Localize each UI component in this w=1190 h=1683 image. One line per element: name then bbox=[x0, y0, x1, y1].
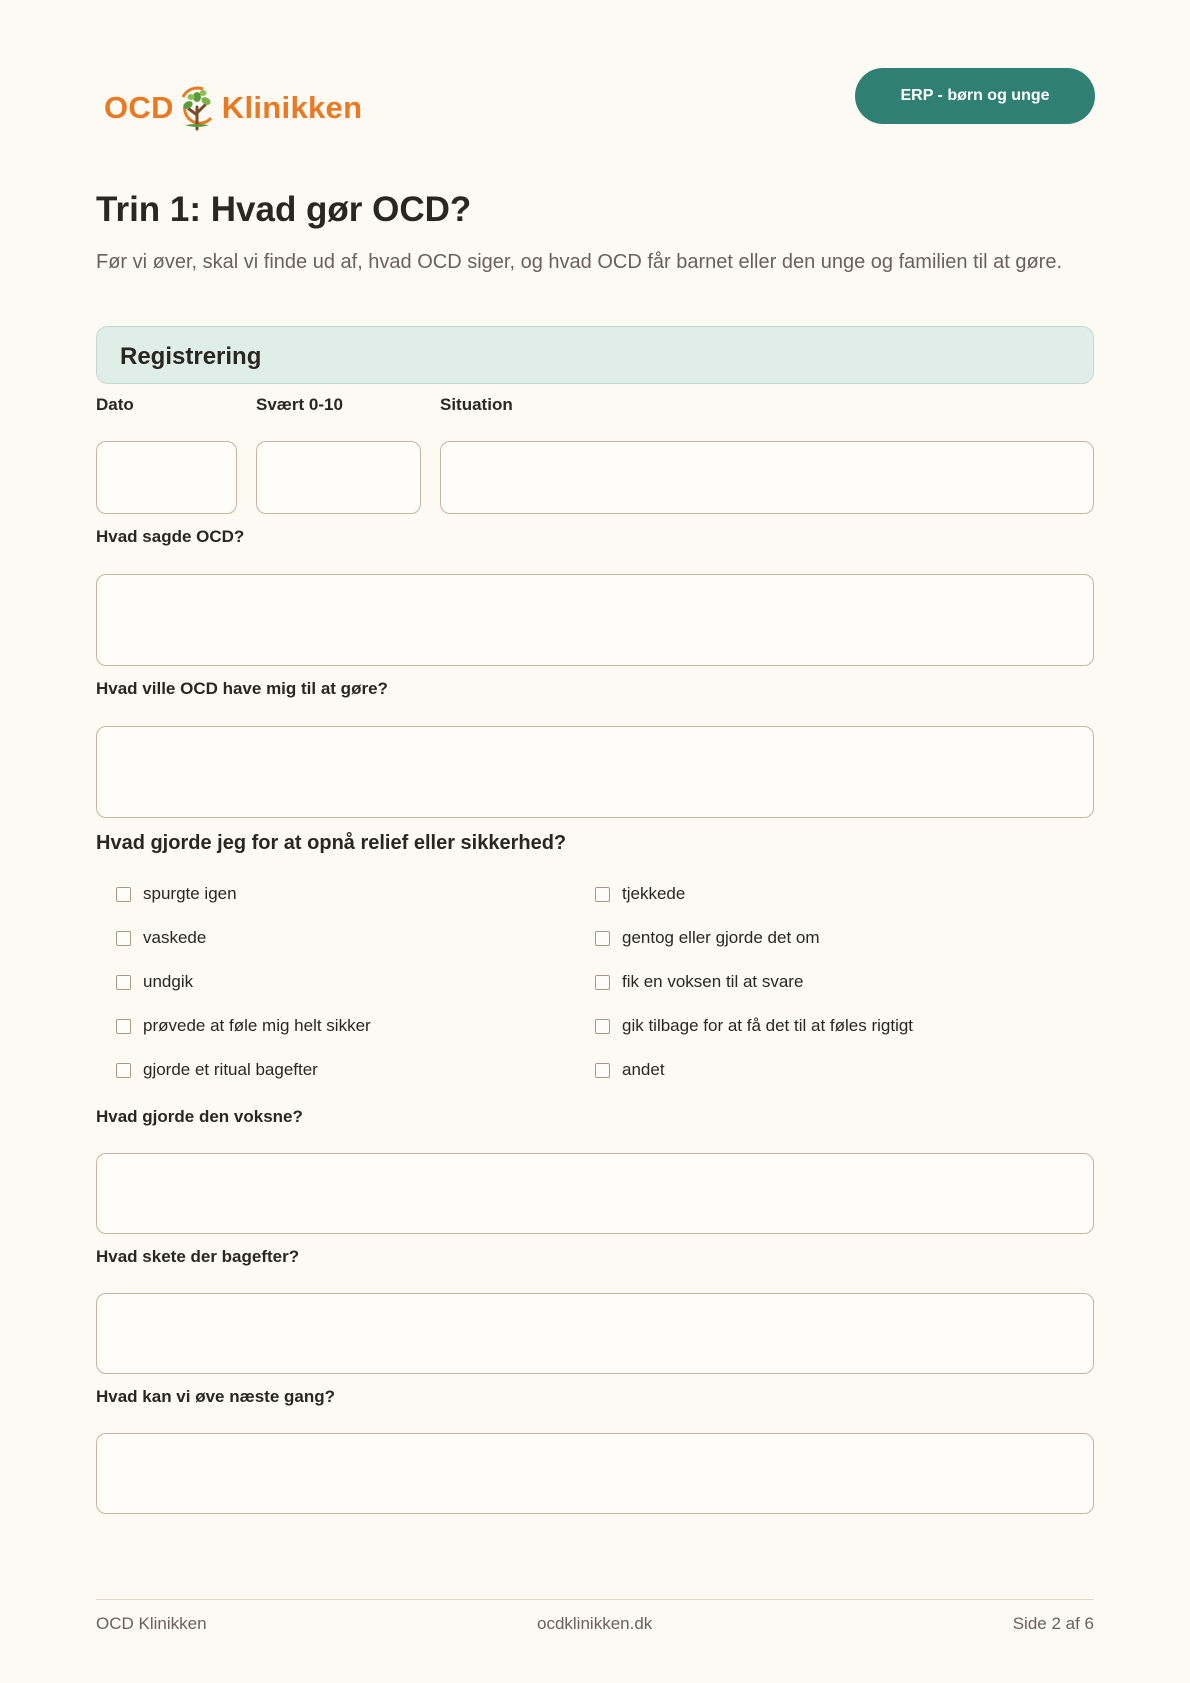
footer-center: ocdklinikken.dk bbox=[537, 1614, 653, 1633]
ocd-said-label: Hvad sagde OCD? bbox=[96, 527, 245, 546]
after-field[interactable] bbox=[96, 1293, 1094, 1374]
checklist-label: andet bbox=[622, 1060, 665, 1079]
checkbox[interactable] bbox=[116, 1019, 131, 1034]
checklist-label: undgik bbox=[143, 972, 194, 991]
adult-field[interactable] bbox=[96, 1153, 1094, 1234]
checklist-label: fik en voksen til at svare bbox=[622, 972, 804, 991]
ocd-klinikken-logo bbox=[104, 80, 362, 136]
ocd-said-field[interactable] bbox=[96, 574, 1094, 666]
checklist-item[interactable] bbox=[116, 1014, 371, 1038]
ocd-wanted-label: Hvad ville OCD have mig til at gøre? bbox=[96, 679, 388, 698]
section-title: Registrering bbox=[120, 343, 262, 370]
logo-text-klinikken: Klinikken bbox=[221, 90, 363, 125]
program-badge: ERP - børn og unge bbox=[855, 68, 1095, 124]
after-label: Hvad skete der bagefter? bbox=[96, 1247, 300, 1266]
checklist-item[interactable] bbox=[116, 970, 193, 994]
checkbox[interactable] bbox=[116, 975, 131, 990]
footer-page-number: Side 2 af 6 bbox=[1012, 1614, 1094, 1633]
checklist-label: vaskede bbox=[143, 928, 207, 947]
svaert-field[interactable] bbox=[256, 441, 421, 514]
relief-label: Hvad gjorde jeg for at opnå relief eller sikkerhed? bbox=[96, 832, 567, 854]
checklist-label: prøvede at føle mig helt sikker bbox=[143, 1016, 371, 1035]
practice-label: Hvad kan vi øve næste gang? bbox=[96, 1387, 336, 1406]
tree-in-circle-icon bbox=[175, 83, 221, 133]
situation-field[interactable] bbox=[440, 441, 1094, 514]
dato-field[interactable] bbox=[96, 441, 237, 514]
checkbox[interactable] bbox=[595, 975, 610, 990]
checkbox[interactable] bbox=[595, 1019, 610, 1034]
checklist-item[interactable] bbox=[595, 882, 685, 906]
adult-label: Hvad gjorde den voksne? bbox=[96, 1107, 303, 1126]
logo-text-ocd: OCD bbox=[104, 90, 174, 125]
checklist-item[interactable] bbox=[595, 1014, 913, 1038]
checklist-label: gentog eller gjorde det om bbox=[622, 928, 820, 947]
svaert-label: Svært 0-10 bbox=[256, 395, 343, 414]
checklist-item[interactable] bbox=[116, 1058, 318, 1082]
checkbox[interactable] bbox=[595, 887, 610, 902]
dato-label: Dato bbox=[96, 395, 134, 414]
checklist-item[interactable] bbox=[595, 970, 803, 994]
checkbox[interactable] bbox=[116, 931, 131, 946]
checklist-item[interactable] bbox=[116, 926, 206, 950]
checklist-label: spurgte igen bbox=[143, 884, 237, 903]
checklist-item[interactable] bbox=[116, 882, 237, 906]
checklist-label: tjekkede bbox=[622, 884, 686, 903]
checklist-label: gik tilbage for at få det til at føles rigtigt bbox=[622, 1016, 914, 1035]
practice-field[interactable] bbox=[96, 1433, 1094, 1514]
checkbox[interactable] bbox=[116, 1063, 131, 1078]
checkbox[interactable] bbox=[595, 931, 610, 946]
checklist-item[interactable] bbox=[595, 1058, 665, 1082]
intro-text: Før vi øver, skal vi finde ud af, hvad OCD siger, og hvad OCD får barnet eller den unge og familien til at gøre. bbox=[96, 251, 1062, 273]
checklist-label: gjorde et ritual bagefter bbox=[143, 1060, 318, 1079]
page-title: Trin 1: Hvad gør OCD? bbox=[96, 190, 472, 229]
situation-label: Situation bbox=[440, 395, 513, 414]
checkbox[interactable] bbox=[116, 887, 131, 902]
registrering-section-header bbox=[96, 326, 1094, 384]
footer-divider bbox=[96, 1599, 1094, 1600]
footer-left: OCD Klinikken bbox=[96, 1614, 207, 1633]
checkbox[interactable] bbox=[595, 1063, 610, 1078]
ocd-wanted-field[interactable] bbox=[96, 726, 1094, 818]
checklist-item[interactable] bbox=[595, 926, 820, 950]
